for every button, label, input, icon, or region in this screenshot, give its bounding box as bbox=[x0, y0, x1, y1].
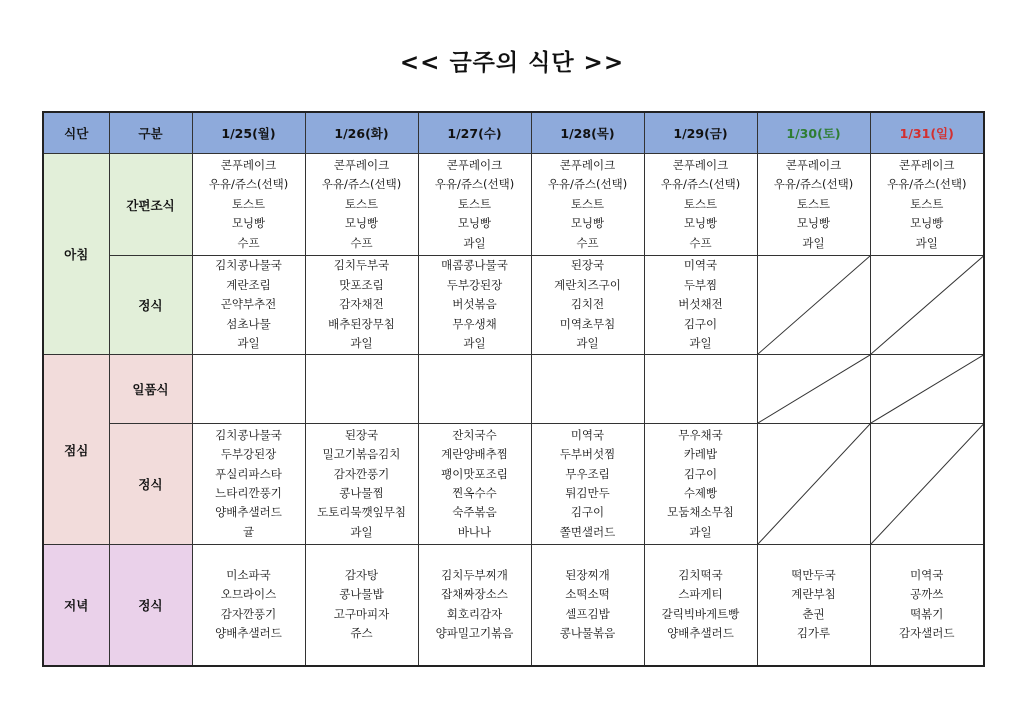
menu-item: 귤 bbox=[242, 524, 255, 539]
menu-item: 버섯볶음 bbox=[452, 297, 497, 312]
menu-item: 과일 bbox=[463, 336, 486, 351]
menu-item: 수프 bbox=[576, 235, 599, 250]
menu-item: 우유/쥬스(선택) bbox=[660, 177, 741, 192]
diagonal-slash bbox=[758, 256, 870, 354]
menu-item: 모닝빵 bbox=[683, 216, 718, 231]
menu-item: 버섯채전 bbox=[678, 297, 723, 312]
menu-item: 양배추샐러드 bbox=[215, 505, 282, 520]
menu-item: 토스트 bbox=[796, 196, 831, 211]
menu-item: 모닝빵 bbox=[910, 216, 944, 231]
menu-cell bbox=[531, 154, 644, 256]
menu-item: 토스트 bbox=[231, 196, 266, 211]
menu-item-list bbox=[871, 566, 984, 644]
menu-item: 콩나물밥 bbox=[339, 587, 384, 602]
menu-item: 춘권 bbox=[802, 606, 825, 621]
no-service-cell bbox=[870, 355, 984, 424]
menu-item: 토스트 bbox=[683, 196, 718, 211]
menu-cell bbox=[192, 545, 305, 666]
menu-item: 소떡소떡 bbox=[565, 587, 610, 602]
menu-item: 오므라이스 bbox=[220, 587, 277, 602]
menu-cell bbox=[644, 545, 757, 666]
meal-label-dinner: 저녁 bbox=[43, 545, 109, 666]
menu-item: 감자채전 bbox=[339, 297, 384, 312]
menu-item-list bbox=[532, 156, 644, 253]
menu-item: 두부강된장 bbox=[220, 447, 277, 462]
header-type: 구분 bbox=[109, 112, 192, 154]
diagonal-slash bbox=[871, 424, 984, 544]
menu-item: 콘푸레이크 bbox=[785, 157, 842, 172]
menu-item: 쫄면샐러드 bbox=[559, 524, 616, 539]
menu-item: 김치두부국 bbox=[333, 258, 390, 273]
menu-item: 공까쓰 bbox=[910, 587, 944, 602]
menu-cell bbox=[644, 355, 757, 424]
menu-cell bbox=[305, 256, 418, 355]
menu-item: 튀김만두 bbox=[565, 486, 610, 500]
menu-item: 과일 bbox=[689, 336, 712, 351]
meal-label-breakfast: 아침 bbox=[43, 154, 109, 355]
menu-item: 콘푸레이크 bbox=[898, 157, 955, 172]
menu-item: 밀고기볶음김치 bbox=[322, 447, 401, 462]
menu-item: 두부강된장 bbox=[446, 277, 503, 292]
menu-item: 모닝빵 bbox=[457, 216, 492, 231]
header-meal: 식단 bbox=[43, 112, 109, 154]
menu-item: 바나나 bbox=[457, 524, 492, 539]
menu-item: 과일 bbox=[689, 524, 712, 539]
menu-item: 과일 bbox=[463, 235, 486, 250]
menu-item: 미역초무침 bbox=[559, 316, 616, 331]
menu-cell bbox=[305, 355, 418, 424]
header-day-wed: 1/27(수) bbox=[418, 112, 531, 154]
menu-item-list bbox=[645, 566, 757, 644]
menu-cell bbox=[757, 154, 870, 256]
header-day-mon: 1/25(월) bbox=[192, 112, 305, 154]
menu-item: 푸실리파스타 bbox=[215, 466, 282, 481]
menu-cell bbox=[418, 545, 531, 666]
menu-item: 우유/쥬스(선택) bbox=[321, 177, 402, 192]
menu-item-list bbox=[193, 566, 305, 644]
menu-cell bbox=[531, 355, 644, 424]
type-label-single: 일품식 bbox=[109, 355, 192, 424]
menu-item: 감자탕 bbox=[344, 567, 379, 582]
menu-item: 김구이 bbox=[683, 316, 718, 331]
menu-item-list bbox=[645, 256, 757, 353]
menu-item: 우유/쥬스(선택) bbox=[886, 177, 967, 192]
menu-item: 수프 bbox=[350, 235, 373, 250]
menu-item: 섬초나물 bbox=[226, 316, 271, 331]
menu-item: 매콤콩나물국 bbox=[441, 258, 508, 273]
menu-item: 모닝빵 bbox=[796, 216, 831, 231]
menu-item: 수제빵 bbox=[683, 486, 718, 500]
menu-item: 김구이 bbox=[570, 505, 605, 520]
menu-cell bbox=[531, 256, 644, 355]
menu-item: 된장국 bbox=[570, 258, 605, 273]
menu-item: 우유/쥬스(선택) bbox=[208, 177, 289, 192]
menu-item: 콘푸레이크 bbox=[220, 157, 277, 172]
diagonal-slash bbox=[871, 256, 984, 354]
menu-item: 김구이 bbox=[683, 466, 718, 481]
menu-item-list bbox=[306, 256, 418, 353]
menu-cell bbox=[757, 545, 870, 666]
header-day-sun: 1/31(일) bbox=[870, 112, 984, 154]
menu-item: 미역국 bbox=[570, 427, 605, 442]
menu-item: 과일 bbox=[237, 336, 260, 351]
menu-item: 된장국 bbox=[344, 427, 379, 442]
menu-cell bbox=[305, 545, 418, 666]
menu-item: 회호리감자 bbox=[446, 606, 503, 621]
menu-item: 모닝빵 bbox=[231, 216, 266, 231]
type-label-set: 정식 bbox=[109, 545, 192, 666]
menu-cell bbox=[644, 154, 757, 256]
header-day-sat: 1/30(토) bbox=[757, 112, 870, 154]
menu-item: 찐옥수수 bbox=[452, 486, 497, 500]
menu-item: 미역국 bbox=[683, 258, 718, 273]
breakfast-quick-row bbox=[43, 154, 984, 256]
menu-item: 스파게티 bbox=[678, 587, 723, 602]
menu-item-list bbox=[306, 426, 418, 542]
menu-item: 우유/쥬스(선택) bbox=[547, 177, 628, 192]
menu-item-list bbox=[193, 256, 305, 353]
menu-item: 셀프김밥 bbox=[565, 606, 610, 621]
lunch-single-row bbox=[43, 355, 984, 424]
menu-cell bbox=[192, 154, 305, 256]
menu-item: 미역국 bbox=[910, 567, 944, 582]
menu-item: 모닝빵 bbox=[570, 216, 605, 231]
menu-item: 토스트 bbox=[910, 196, 944, 211]
menu-item: 토스트 bbox=[344, 196, 379, 211]
page-title: << 금주의 식단 >> bbox=[399, 50, 625, 76]
menu-item-list bbox=[645, 426, 757, 542]
header-day-tue: 1/26(화) bbox=[305, 112, 418, 154]
menu-item: 감자샐러드 bbox=[898, 626, 955, 641]
menu-item: 김치콩나물국 bbox=[215, 427, 282, 442]
type-label-set: 정식 bbox=[109, 424, 192, 545]
diagonal-slash bbox=[758, 424, 870, 544]
no-service-cell bbox=[757, 256, 870, 355]
menu-item: 고구마피자 bbox=[333, 606, 390, 621]
menu-item-list bbox=[532, 256, 644, 353]
menu-item: 계란치즈구이 bbox=[554, 277, 621, 292]
menu-item: 곤약부추전 bbox=[220, 297, 277, 312]
menu-item-list bbox=[193, 156, 305, 253]
menu-item: 떡만두국 bbox=[791, 567, 836, 582]
menu-item: 도토리묵깻잎무침 bbox=[317, 505, 406, 520]
header-row bbox=[43, 112, 984, 154]
diagonal-slash bbox=[758, 355, 870, 423]
menu-item: 콩나물볶음 bbox=[559, 626, 616, 641]
lunch-set-row bbox=[43, 424, 984, 545]
menu-cell bbox=[418, 355, 531, 424]
menu-item: 수프 bbox=[689, 235, 712, 250]
no-service-cell bbox=[870, 256, 984, 355]
menu-item: 김치두부찌개 bbox=[441, 567, 508, 582]
no-service-cell bbox=[870, 424, 984, 545]
menu-item-list bbox=[419, 156, 531, 253]
diagonal-slash bbox=[871, 355, 984, 423]
menu-item-list bbox=[758, 566, 870, 644]
menu-cell bbox=[531, 424, 644, 545]
menu-cell bbox=[192, 424, 305, 545]
menu-item: 미소파국 bbox=[226, 567, 271, 582]
header-day-fri: 1/29(금) bbox=[644, 112, 757, 154]
menu-item: 양배추샐러드 bbox=[667, 626, 734, 641]
menu-item: 배추된장무침 bbox=[328, 316, 395, 331]
menu-item: 양배추샐러드 bbox=[215, 626, 282, 641]
no-service-cell bbox=[757, 355, 870, 424]
menu-item: 된장찌개 bbox=[565, 567, 610, 582]
menu-item-list bbox=[871, 156, 984, 253]
menu-cell bbox=[644, 424, 757, 545]
type-label-quick: 간편조식 bbox=[109, 154, 192, 256]
breakfast-set-row bbox=[43, 256, 984, 355]
menu-item: 두부찜 bbox=[683, 277, 718, 292]
menu-cell bbox=[870, 154, 984, 256]
dinner-set-row bbox=[43, 545, 984, 666]
weekly-menu-table bbox=[42, 111, 985, 667]
menu-item-list bbox=[532, 426, 644, 542]
menu-item: 과일 bbox=[915, 235, 938, 250]
menu-cell bbox=[192, 256, 305, 355]
menu-item-list bbox=[532, 566, 644, 644]
menu-item: 감자깐풍기 bbox=[220, 606, 277, 621]
type-label-set: 정식 bbox=[109, 256, 192, 355]
menu-item-list bbox=[306, 566, 418, 644]
menu-item: 우유/쥬스(선택) bbox=[773, 177, 854, 192]
meal-label-lunch: 점심 bbox=[43, 355, 109, 545]
menu-item: 모닝빵 bbox=[344, 216, 379, 231]
menu-item: 계란조림 bbox=[226, 277, 271, 292]
menu-item: 과일 bbox=[350, 336, 373, 351]
menu-item: 콘푸레이크 bbox=[559, 157, 616, 172]
menu-item: 콩나물찜 bbox=[339, 486, 384, 500]
menu-item: 모둠채소무침 bbox=[667, 505, 734, 520]
menu-item: 계란양배추찜 bbox=[441, 447, 508, 462]
menu-cell bbox=[305, 424, 418, 545]
menu-cell bbox=[305, 154, 418, 256]
menu-item: 콘푸레이크 bbox=[672, 157, 729, 172]
menu-item: 과일 bbox=[802, 235, 825, 250]
menu-cell bbox=[870, 545, 984, 666]
menu-item: 콘푸레이크 bbox=[446, 157, 503, 172]
menu-cell bbox=[418, 154, 531, 256]
menu-item: 김치콩나물국 bbox=[215, 258, 282, 273]
menu-item: 김치전 bbox=[570, 297, 605, 312]
menu-item: 수프 bbox=[237, 235, 260, 250]
menu-item: 감자깐풍기 bbox=[333, 466, 390, 481]
menu-cell bbox=[418, 256, 531, 355]
menu-item: 카레밥 bbox=[683, 447, 718, 462]
menu-item: 콘푸레이크 bbox=[333, 157, 390, 172]
menu-cell bbox=[531, 545, 644, 666]
menu-item: 갈릭빅바게트빵 bbox=[661, 606, 740, 621]
menu-item: 맛포조림 bbox=[339, 277, 384, 292]
menu-item: 우유/쥬스(선택) bbox=[434, 177, 515, 192]
menu-item: 과일 bbox=[350, 524, 373, 539]
menu-item: 팽이맛포조림 bbox=[441, 466, 508, 481]
header-day-thu: 1/28(목) bbox=[531, 112, 644, 154]
menu-item: 두부버섯찜 bbox=[559, 447, 616, 462]
menu-item: 토스트 bbox=[457, 196, 492, 211]
menu-item: 무우조림 bbox=[565, 466, 610, 481]
menu-item: 떡볶기 bbox=[910, 606, 944, 621]
menu-item-list bbox=[419, 426, 531, 542]
menu-item: 과일 bbox=[576, 336, 599, 351]
no-service-cell bbox=[757, 424, 870, 545]
menu-cell bbox=[418, 424, 531, 545]
menu-item-list bbox=[306, 156, 418, 253]
menu-item: 쥬스 bbox=[350, 626, 373, 641]
menu-item-list bbox=[419, 566, 531, 644]
menu-item: 잔치국수 bbox=[452, 427, 497, 442]
menu-item: 느타리깐풍기 bbox=[215, 486, 282, 500]
menu-item: 김가루 bbox=[796, 626, 831, 641]
menu-item-list bbox=[645, 156, 757, 253]
menu-item: 김치떡국 bbox=[678, 567, 723, 582]
menu-item: 계란부침 bbox=[791, 587, 836, 602]
menu-item-list bbox=[419, 256, 531, 353]
menu-item: 잡채짜장소스 bbox=[441, 587, 508, 602]
menu-item: 숙주볶음 bbox=[452, 505, 497, 520]
menu-item: 양파밀고기볶음 bbox=[435, 626, 514, 641]
menu-item: 토스트 bbox=[570, 196, 605, 211]
menu-item-list bbox=[193, 426, 305, 542]
menu-item: 무우채국 bbox=[678, 427, 723, 442]
menu-cell bbox=[192, 355, 305, 424]
menu-item: 무우생채 bbox=[452, 316, 497, 331]
menu-item-list bbox=[758, 156, 870, 253]
menu-cell bbox=[644, 256, 757, 355]
